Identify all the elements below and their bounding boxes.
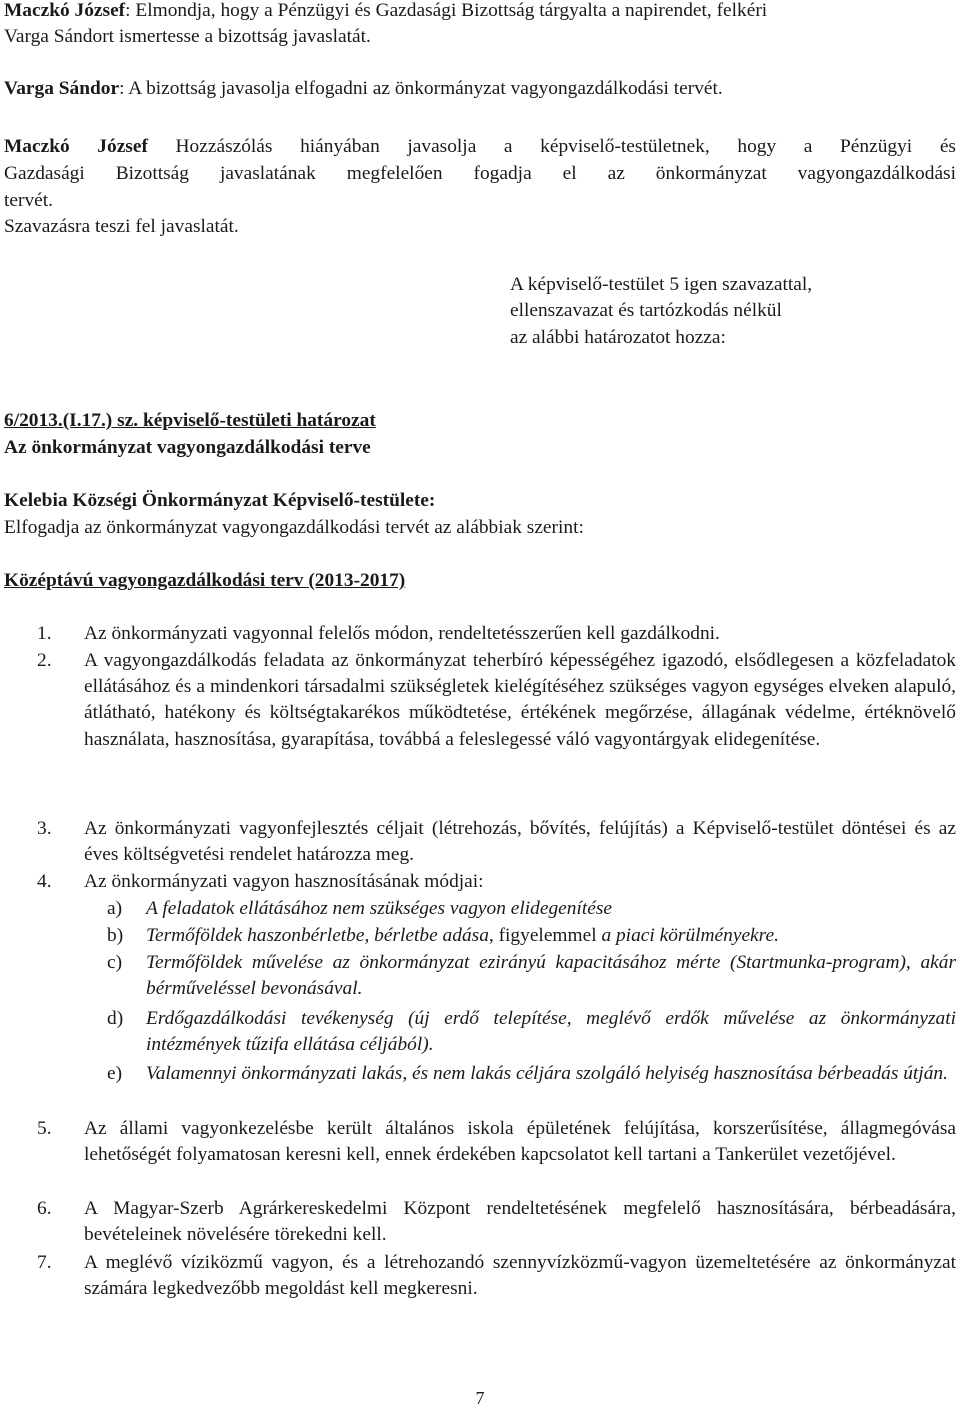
speaker-name: Maczkó József [4,0,126,21]
item-number: 2. [37,650,52,671]
item-number: 1. [37,623,52,644]
speaker-name: Varga Sándor [4,78,120,99]
item-text: A vagyongazdálkodás feladata az önkormányzat teherbíró képességéhez igazodó, elsődlegesen a közfeladatok ellátásához és a mindenkori társadalmi szükségletek kielégítéséhez szükséges vagyon egységes elveken alapuló, átlátható, hatékony és költségtakarékos működtetése, értékének megőrzése, állagának védelme, értéknövelő használata, hasznosítása, gyarapítása, továbbá a feleslegessé váló vagyontárgyak elidegenítése. [84,650,956,750]
vote-line-2: ellenszavazat és tartózkodás nélkül [510,300,782,321]
item-number: 5. [37,1118,52,1139]
item-text: A meglévő víziközmű vagyon, és a létrehozandó szennyvízközmű-vagyon üzemeltetésére az önkormányzat számára legkedvezőbb megoldást kell megkeresni. [84,1252,956,1300]
page-number: 7 [475,1388,485,1408]
resolution-number: 6/2013.(I.17.) sz. képviselő-testületi határozat [4,410,376,431]
item-number: 4. [37,871,52,892]
speaker-name: Maczkó József [4,136,148,157]
subitem-text-part: , figyelemmel [488,925,602,946]
subitem-label: d) [107,1008,124,1029]
item-number: 3. [37,818,52,839]
subitem-text: Valamennyi önkormányzati lakás, és nem lakás céljára szolgáló helyiség hasznosítása bérbeadás útján. [146,1063,948,1084]
subitem-text-part: a piaci körülményekre. [601,925,779,946]
item-number: 7. [37,1252,52,1273]
subitem-text: Termőföldek művelése az önkormányzat ezirányú kapacitásához mérte (Startmunka-program), akár bérműveléssel bevonásával. [146,952,956,1000]
paragraph-1-line-2: Varga Sándort ismertesse a bizottság javaslatát. [4,26,371,47]
subitem-text: A feladatok ellátásához nem szükséges vagyon elidegenítése [146,898,612,919]
paragraph-3-line-4: Szavazásra teszi fel javaslatát. [4,216,239,237]
paragraph-2 [4,76,723,102]
paragraph-3-line-2: Gazdasági Bizottság javaslatának megfelelően fogadja el az önkormányzat vagyongazdálkodási [4,163,956,184]
council-name: Kelebia Községi Önkormányzat Képviselő-testülete: [4,490,436,511]
subitem-label: b) [107,925,124,946]
resolution-subject: Az önkormányzat vagyongazdálkodási terve [4,437,371,458]
paragraph-3-text: Hozzászólás hiányában javasolja a képviselő-testületnek, hogy a Pénzügyi és [175,136,956,157]
item-text: Az állami vagyonkezelésbe került általános iskola épületének felújítása, korszerűsítése, állagmegóvása lehetőségét folyamatosan keresni kell, ennek érdekében kapcsolatot kell tartani a Tankerület vezetőjével. [84,1118,956,1166]
paragraph-1-line-1 [4,0,767,24]
resolution-intro: Elfogadja az önkormányzat vagyongazdálkodási tervét az alábbiak szerint: [4,517,584,538]
item-text: Az önkormányzati vagyonfejlesztés céljait (létrehozás, bővítés, felújítás) a Képviselő-testület döntései és az éves költségvetési rendelet határozza meg. [84,818,956,866]
item-text: Az önkormányzati vagyonnal felelős módon, rendeltetésszerűen kell gazdálkodni. [84,623,720,644]
item-text: Az önkormányzati vagyon hasznosításának módjai: [84,871,484,892]
paragraph-2-text: : A bizottság javasolja elfogadni az önkormányzat vagyongazdálkodási tervét. [119,78,723,99]
subitem-text [146,923,956,949]
item-number: 6. [37,1198,52,1219]
subitem-label: c) [107,952,123,973]
subitem-label: e) [107,1063,123,1084]
vote-line-1: A képviselő-testület 5 igen szavazattal, [510,274,813,295]
subitem-text-part: Termőföldek haszonbérletbe, bérletbe adása [146,925,489,946]
item-text: A Magyar-Szerb Agrárkereskedelmi Központ rendeltetésének megfelelő hasznosítására, bérbeadására, bevételeinek növelésére törekedni kell. [84,1198,956,1246]
paragraph-3-line-3: tervét. [4,190,53,211]
paragraph-1-text: : Elmondja, hogy a Pénzügyi és Gazdasági Bizottság tárgyalta a napirendet, felkéri [125,0,768,21]
plan-title: Középtávú vagyongazdálkodási terv (2013-2017) [4,570,406,591]
subitem-label: a) [107,898,123,919]
paragraph-3-line-1 [4,134,956,160]
vote-line-3: az alábbi határozatot hozza: [510,327,726,348]
subitem-text: Erdőgazdálkodási tevékenység (új erdő telepítése, meglévő erdők művelése az önkormányzati intézmények tűzifa ellátása céljából). [146,1008,956,1056]
